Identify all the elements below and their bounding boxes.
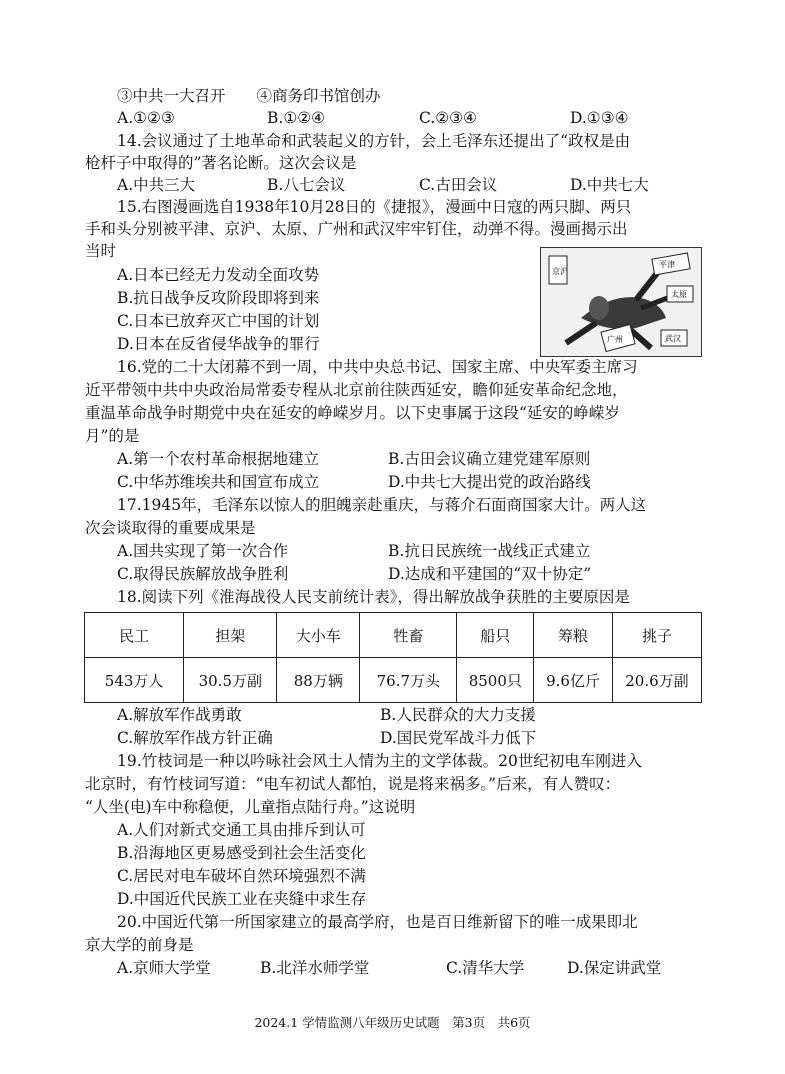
q17-option-a: A.国共实现了第一次合作 — [117, 542, 289, 560]
cartoon-label-2: 平津 — [659, 260, 675, 269]
q17-stem-line2: 次会谈取得的重要成果是 — [85, 519, 256, 537]
q13-option-d: D.①③④ — [570, 109, 629, 127]
q16-stem-line2: 近平带领中共中央政治局常委专程从北京前往陕西延安，瞻仰延安革命纪念地， — [85, 381, 628, 399]
q15-option-b: B.抗日战争反攻阶段即将到来 — [117, 289, 320, 307]
q19-option-d: D.中国近代民族工业在夹缝中求生存 — [117, 890, 367, 908]
q15-option-c: C.日本已放弃灭亡中国的计划 — [117, 312, 320, 330]
q15-option-a: A.日本已经无力发动全面攻势 — [117, 266, 320, 284]
cartoon-label-1: 京沪 — [552, 267, 568, 276]
table-header-row — [85, 613, 702, 658]
table-header-cell: 挑子 — [612, 613, 701, 658]
table-header-cell: 船只 — [457, 613, 534, 658]
q16-option-c: C.中华苏维埃共和国宣布成立 — [117, 473, 320, 491]
q16-option-d: D.中共七大提出党的政治路线 — [388, 473, 591, 491]
q13-items: ③中共一大召开 ④商务印书馆创办 — [117, 87, 381, 105]
q16-stem-line1: 16.党的二十大闭幕不到一周，中共中央总书记、国家主席、中央军委主席习 — [117, 358, 638, 376]
q19-stem-line1: 19.竹枝词是一种以吟咏社会风土人情为主的文学体裁。20世纪初电车刚进入 — [117, 752, 642, 770]
q20-option-c: C.清华大学 — [446, 959, 525, 977]
table-cell: 20.6万副 — [612, 658, 701, 703]
q17-stem-line1: 17.1945年，毛泽东以惊人的胆魄亲赴重庆，与蒋介石面商国家大计。两人这 — [117, 496, 647, 514]
q14-option-a: A.中共三大 — [117, 176, 196, 194]
cartoon-label-3: 太原 — [671, 290, 687, 299]
page-footer: 2024.1 学情监测八年级历史试题 第3页 共6页 — [254, 1015, 531, 1030]
table-cell: 30.5万副 — [184, 658, 277, 703]
q14-option-b: B.八七会议 — [267, 176, 346, 194]
q13-option-a: A.①②③ — [117, 109, 175, 127]
cartoon-drawing — [541, 248, 701, 356]
q17-option-d: D.达成和平建国的“双十协定” — [388, 565, 592, 583]
q19-option-b: B.沿海地区更易感受到社会生活变化 — [117, 844, 366, 862]
q18-option-a: A.解放军作战勇敢 — [117, 706, 242, 724]
q14-option-d: D.中共七大 — [570, 176, 649, 194]
q19-stem-line2: 北京时，有竹枝词写道：“电车初试人都怕，说是将来祸多。”后来，有人赞叹： — [85, 775, 621, 793]
q15-option-d: D.日本在反省侵华战争的罪行 — [117, 335, 320, 353]
table-cell: 76.7万头 — [360, 658, 457, 703]
table-header-cell: 民工 — [85, 613, 184, 658]
q15-stem-line2: 手和头分别被平津、京沪、太原、广州和武汉牢牢钉住，动弹不得。漫画揭示出 — [85, 220, 628, 238]
table-cell: 88万辆 — [277, 658, 360, 703]
q14-stem-line2: 枪杆子中取得的”著名论断。这次会议是 — [85, 154, 357, 172]
q17-option-c: C.取得民族解放战争胜利 — [117, 565, 289, 583]
q20-option-d: D.保定讲武堂 — [567, 959, 662, 977]
q14-stem-line1: 14.会议通过了土地革命和武装起义的方针，会上毛泽东还提出了“政权是由 — [117, 132, 631, 150]
table-header-cell: 筹粮 — [534, 613, 613, 658]
support-statistics-table — [84, 612, 702, 703]
q20-option-b: B.北洋水师学堂 — [260, 959, 370, 977]
q13-option-b: B.①②④ — [267, 109, 326, 127]
q20-option-a: A.京师大学堂 — [117, 959, 211, 977]
table-header-cell: 担架 — [184, 613, 277, 658]
cartoon-label-4: 广州 — [607, 335, 623, 344]
q20-stem-line2: 京大学的前身是 — [85, 936, 194, 954]
q18-option-c: C.解放军作战方针正确 — [117, 729, 273, 747]
table-header-cell: 大小车 — [277, 613, 360, 658]
q16-option-a: A.第一个农村革命根据地建立 — [117, 450, 320, 468]
q14-option-c: C.古田会议 — [419, 176, 498, 194]
table-cell: 9.6亿斤 — [534, 658, 613, 703]
q15-stem-line3: 当时 — [85, 242, 117, 260]
table-cell: 543万人 — [85, 658, 184, 703]
table-header-cell: 牲畜 — [360, 613, 457, 658]
q18-option-b: B.人民群众的大力支援 — [380, 706, 536, 724]
q17-option-b: B.抗日民族统一战线正式建立 — [388, 542, 591, 560]
q18-stem: 18.阅读下列《淮海战役人民支前统计表》，得出解放战争获胜的主要原因是 — [117, 588, 630, 606]
table-row — [85, 658, 702, 703]
q19-stem-line3: “人坐(电)车中称稳便，儿童指点陆行舟。”这说明 — [85, 798, 416, 816]
q16-stem-line4: 月”的是 — [85, 427, 140, 445]
q18-option-d: D.国民党军战斗力低下 — [380, 729, 537, 747]
cartoon-label-5: 武汉 — [665, 334, 681, 343]
q13-option-c: C.②③④ — [419, 109, 477, 127]
q16-stem-line3: 重温革命战争时期党中央在延安的峥嵘岁月。以下史事属于这段“延安的峥嵘岁 — [85, 404, 620, 422]
q20-stem-line1: 20.中国近代第一所国家建立的最高学府，也是百日维新留下的唯一成果即北 — [117, 913, 638, 931]
table-cell: 8500只 — [457, 658, 534, 703]
q16-option-b: B.古田会议确立建党建军原则 — [388, 450, 591, 468]
q19-option-c: C.居民对电车破坏自然环境强烈不满 — [117, 867, 366, 885]
q15-stem-line1: 15.右图漫画选自1938年10月28日的《捷报》，漫画中日寇的两只脚、两只 — [117, 198, 632, 216]
q19-option-a: A.人们对新式交通工具由排斥到认可 — [117, 821, 366, 839]
cartoon-image — [540, 247, 702, 357]
